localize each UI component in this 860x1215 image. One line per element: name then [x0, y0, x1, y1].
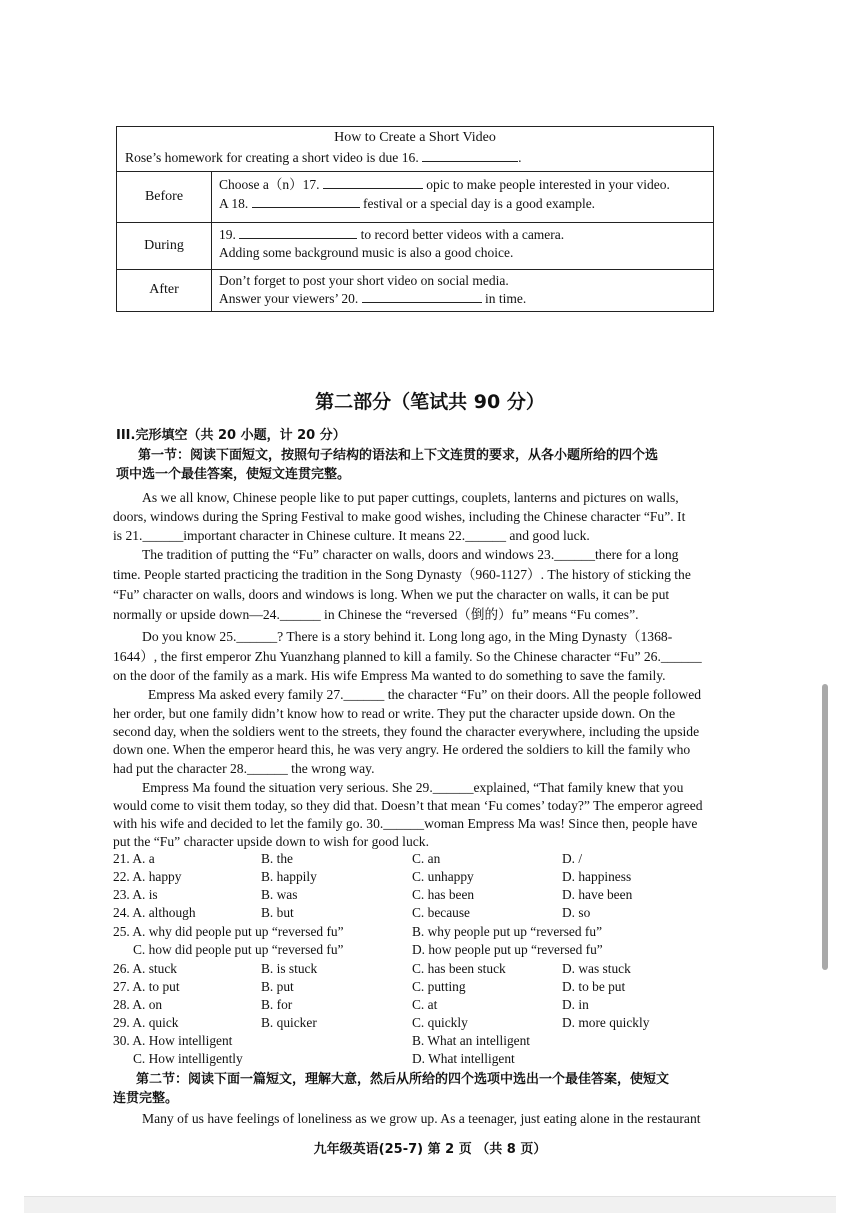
text: opic to make people interested in your video. [426, 177, 670, 192]
part-title: 第二部分（笔试共 90 分） [315, 391, 545, 413]
passage-line: time. People started practicing the tradition in the Song Dynasty（960-1127）. The history of sticking the [113, 567, 691, 582]
option-24a: 24. A. although [113, 905, 196, 920]
passage-line: doors, windows during the Spring Festival to make good wishes, including the Chinese character “Fu”. It [113, 509, 686, 524]
option-28b: B. for [261, 997, 293, 1012]
table-title: How to Create a Short Video [334, 130, 496, 145]
option-21c: C. an [412, 851, 441, 866]
passage-line: Do you know 25.______? There is a story behind it. Long long ago, in the Ming Dynasty（1368- [142, 629, 673, 644]
intro-end: . [518, 150, 522, 165]
option-27c: C. putting [412, 979, 466, 994]
passage-line: Empress Ma found the situation very serious. She 29.______explained, “That family knew that you [142, 780, 684, 795]
passage-line: As we all know, Chinese people like to put paper cuttings, couplets, lanterns and pictures on walls, [142, 490, 679, 505]
option-22c: C. unhappy [412, 869, 474, 884]
option-24d: D. so [562, 905, 591, 920]
instruction-2-line-1: 第二节：阅读下面一篇短文，理解大意，然后从所给的四个选项中选出一个最佳答案，使短文 [136, 1072, 670, 1087]
table-row-during [117, 222, 713, 270]
passage-line: The tradition of putting the “Fu” character on walls, doors and windows 23.______there for a long [142, 547, 679, 562]
option-27a: 27. A. to put [113, 979, 180, 994]
table-row-after [117, 269, 713, 311]
passage-line: down one. When the emperor heard this, he was very angry. He ordered the soldiers to kill the family who [113, 742, 691, 757]
option-30a: 30. A. How intelligent [113, 1033, 233, 1048]
option-30c: C. How intelligently [133, 1051, 243, 1066]
instruction-1-line-1: 第一节：阅读下面短文，按照句子结构的语法和上下文连贯的要求，从各小题所给的四个选 [138, 448, 659, 463]
passage-line: second day, when the soldiers went to the streets, they found the character everywhere, including the upside [113, 724, 700, 739]
passage-line: put the “Fu” character upside down to wish for good luck. [113, 834, 429, 849]
option-25c: C. how did people put up “reversed fu” [133, 942, 344, 957]
passage-line: normally or upside down—24.______ in Chinese the “reversed（倒的）fu” means “Fu comes”. [113, 607, 639, 622]
option-23a: 23. A. is [113, 887, 158, 902]
option-28d: D. in [562, 997, 589, 1012]
option-24c: C. because [412, 905, 471, 920]
option-30d: D. What intelligent [412, 1051, 515, 1066]
passage-line: 1644）, the first emperor Zhu Yuanzhang planned to kill a family. So the Chinese character “Fu” 26.______ [113, 649, 702, 664]
blank-19 [239, 226, 357, 239]
option-22b: B. happily [261, 869, 317, 884]
row-label: After [117, 269, 212, 311]
option-30b: B. What an intelligent [412, 1033, 531, 1048]
passage-line: with his wife and decided to let the family go. 30.______woman Empress Ma was! Since then, people have [113, 816, 698, 831]
option-23d: D. have been [562, 887, 633, 902]
option-23c: C. has been [412, 887, 475, 902]
passage-line: Empress Ma asked every family 27.______ the character “Fu” on their doors. All the people followed [148, 687, 702, 702]
option-21b: B. the [261, 851, 293, 866]
option-26b: B. is stuck [261, 961, 318, 976]
option-27b: B. put [261, 979, 294, 994]
table-header [117, 127, 713, 172]
option-22d: D. happiness [562, 869, 632, 884]
row-line-2: Adding some background music is also a good choice. [219, 245, 514, 260]
option-29b: B. quicker [261, 1015, 317, 1030]
option-29d: D. more quickly [562, 1015, 650, 1030]
intro-text: Rose’s homework for creating a short video is due 16. [125, 150, 419, 165]
section-heading: III.完形填空（共 20 小题，计 20 分） [116, 428, 346, 443]
passage-line: is 21.______important character in Chinese culture. It means 22.______ and good luck. [113, 528, 590, 543]
instruction-1-line-2: 项中选一个最佳答案，使短文连贯完整。 [116, 467, 351, 482]
text: to record better videos with a camera. [360, 227, 565, 242]
row-line-2 [219, 289, 526, 308]
option-29c: C. quickly [412, 1015, 468, 1030]
table-row-before [117, 171, 713, 223]
option-25a: 25. A. why did people put up “reversed fu” [113, 924, 344, 939]
option-28c: C. at [412, 997, 438, 1012]
option-23b: B. was [261, 887, 298, 902]
text: 19. [219, 227, 236, 242]
option-25d: D. how people put up “reversed fu” [412, 942, 603, 957]
row-line-2 [219, 194, 595, 213]
passage-line: had put the character 28.______ the wrong way. [113, 761, 375, 776]
option-26c: C. has been stuck [412, 961, 506, 976]
table-intro [125, 148, 522, 167]
row-line-1: Don’t forget to post your short video on social media. [219, 273, 509, 288]
video-guide-table [116, 126, 714, 312]
page-footer: 九年级英语(25-7) 第 2 页 （共 8 页） [313, 1142, 547, 1157]
option-21d: D. / [562, 851, 583, 866]
text: Choose a（n）17. [219, 177, 320, 192]
passage-line: “Fu” character on walls, doors and windows is long. When we put the character on walls, it can be put [113, 587, 670, 602]
option-27d: D. to be put [562, 979, 626, 994]
bottom-bar [24, 1196, 836, 1213]
passage-line: would come to visit them today, so they did that. Doesn’t that mean ‘Fu comes’ today?” The emperor agreed [113, 798, 703, 813]
blank-16 [422, 149, 518, 162]
option-29a: 29. A. quick [113, 1015, 179, 1030]
option-25b: B. why people put up “reversed fu” [412, 924, 603, 939]
option-26a: 26. A. stuck [113, 961, 177, 976]
option-22a: 22. A. happy [113, 869, 182, 884]
option-26d: D. was stuck [562, 961, 631, 976]
next-passage-line: Many of us have feelings of loneliness as we grow up. As a teenager, just eating alone in the restaurant [142, 1111, 701, 1126]
blank-20 [362, 290, 482, 303]
scrollbar-thumb[interactable] [822, 684, 828, 970]
row-line-1 [219, 175, 670, 194]
row-label: Before [117, 171, 212, 222]
option-21a: 21. A. a [113, 851, 155, 866]
text: festival or a special day is a good example. [363, 196, 596, 211]
passage-line: her order, but one family didn’t know how to read or write. They put the character upside down. On the [113, 706, 676, 721]
passage-line: on the door of the family as a mark. His wife Empress Ma wanted to do something to save the family. [113, 668, 666, 683]
instruction-2-line-2: 连贯完整。 [113, 1091, 179, 1106]
option-24b: B. but [261, 905, 294, 920]
option-28a: 28. A. on [113, 997, 163, 1012]
text: A 18. [219, 196, 249, 211]
text: Answer your viewers’ 20. [219, 291, 359, 306]
row-line-1 [219, 225, 564, 244]
blank-18 [252, 195, 360, 208]
blank-17 [323, 176, 423, 189]
text: in time. [484, 291, 527, 306]
row-label: During [117, 222, 212, 269]
